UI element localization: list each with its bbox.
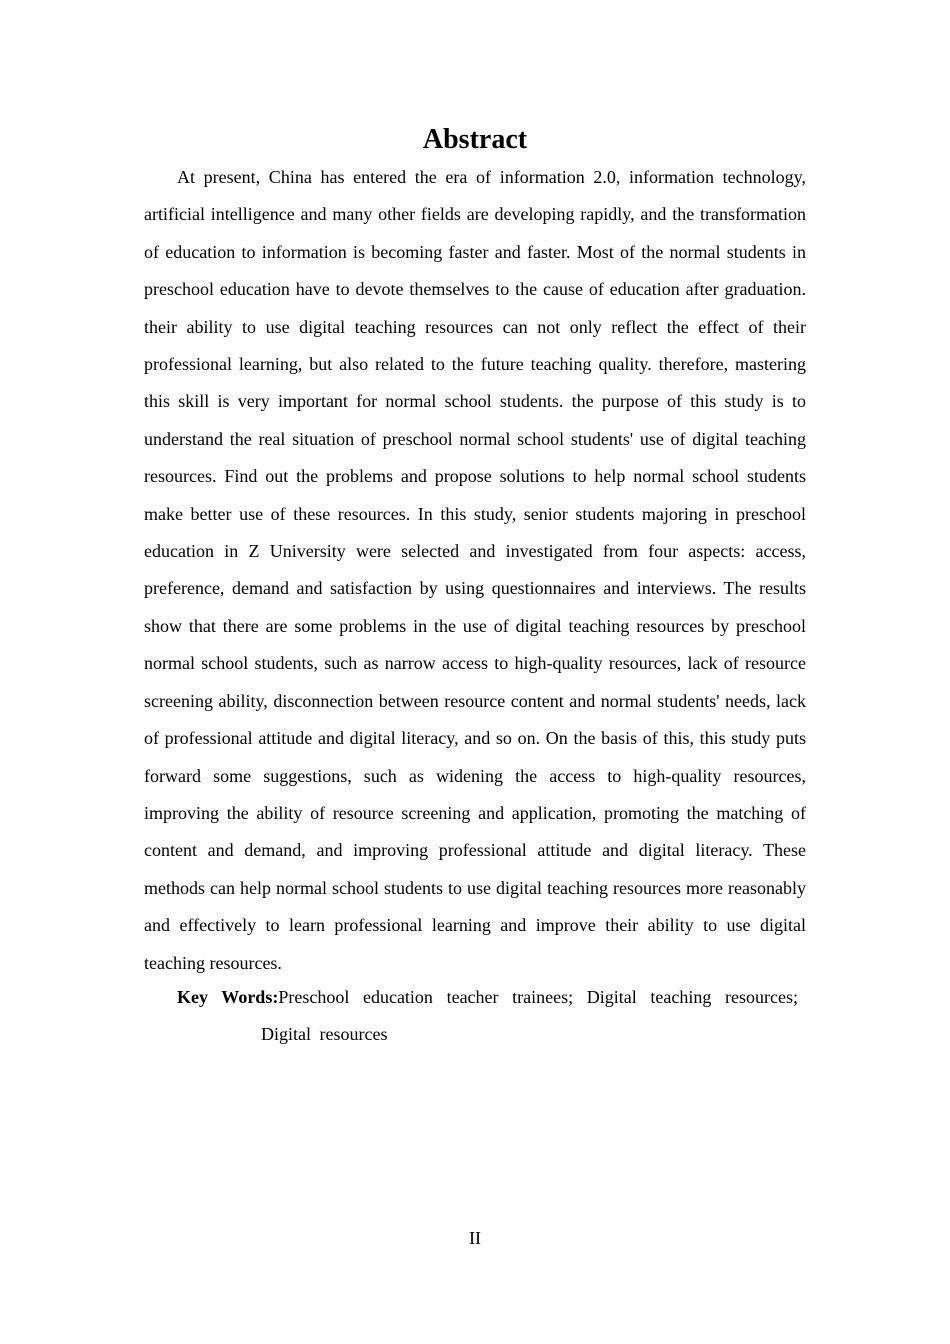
abstract-body: At present, China has entered the era of information 2.0, information technology, artificial intelligence and many other fields are developing rapidly, and the transformation of education to information is becoming faster and faster. Most of the normal students in preschool education have to devote themselves to the cause of education after graduation. their ability to use digital teaching resources can not only reflect the effect of their professional learning, but also related to the future teaching quality. therefore, mastering this skill is very important for normal school students. the purpose of this study is to understand the real situation of preschool normal school students' use of digital teaching resources. Find out the problems and propose solutions to help normal school students make better use of these resources. In this study, senior students majoring in preschool education in Z University were selected and investigated from four aspects: access, preference, demand and satisfaction by using questionnaires and interviews. The results show that there are some problems in the use of digital teaching resources by preschool normal school students, such as narrow access to high-quality resources, lack of resource screening ability, disconnection between resource content and normal students' needs, lack of professional attitude and digital literacy, and so on. On the basis of this, this study puts forward some suggestions, such as widening the access to high-quality resources, improving the ability of resource screening and application, promoting the matching of content and demand, and improving professional attitude and digital literacy. These methods can help normal school students to use digital teaching resources more reasonably and effectively to learn professional learning and improve their ability to use digital teaching resources. — [144, 167, 806, 973]
page-number: II — [469, 1228, 481, 1248]
abstract-title: Abstract — [422, 124, 528, 155]
keywords-line-2: Digital resources — [261, 1024, 388, 1044]
keywords-label: Key Words: — [177, 987, 279, 1007]
keywords-text-1: Preschool education teacher trainees; Digital teaching resources; — [278, 987, 799, 1007]
keywords-block — [144, 979, 798, 1053]
keywords-line-1 — [144, 979, 798, 1016]
